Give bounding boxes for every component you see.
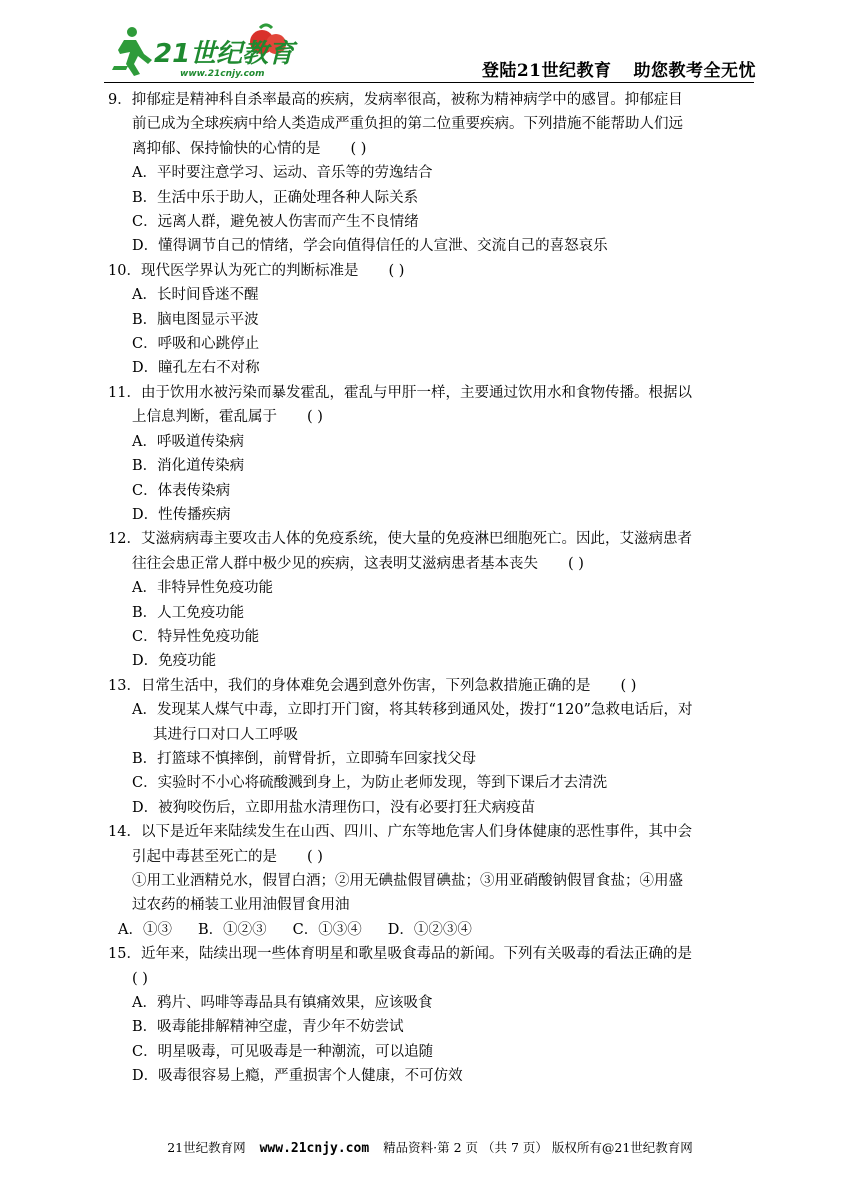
answer-parenthesis: ( )	[388, 262, 405, 279]
question-list	[108, 88, 758, 1089]
option: C．远离人群，避免被人伤害而产生不良情绪	[132, 214, 419, 231]
site-logo	[110, 20, 310, 82]
answer-parenthesis: ( )	[307, 848, 323, 865]
question-stem-line	[108, 674, 758, 698]
slogan-right: 助您教考全无忧	[633, 61, 756, 81]
answer-parenthesis: ( )	[620, 677, 637, 694]
question-stem-text: 引起中毒甚至死亡的是	[132, 848, 277, 865]
option: C．体表传染病	[132, 482, 231, 499]
question-stem-text: 上信息判断，霍乱属于	[132, 409, 277, 426]
question-stem-text: 由于饮用水被污染而暴发霍乱，霍乱与甲肝一样，主要通过饮用水和食物传播。根据以	[140, 384, 692, 401]
option: B．打篮球不慎摔倒，前臂骨折，立即骑车回家找父母	[132, 750, 477, 767]
question-stem-text: 日常生活中，我们的身体难免会遇到意外伤害，下列急救措施正确的是	[140, 677, 591, 694]
option: C．实验时不小心将硫酸溅到身上，为防止老师发现，等到下课后才去清洗	[132, 775, 608, 792]
question-item	[108, 527, 758, 673]
option: C．呼吸和心跳停止	[132, 336, 260, 353]
option: D．瞳孔左右不对称	[132, 360, 260, 377]
question-stem-line	[108, 527, 758, 551]
question-item	[108, 381, 758, 527]
question-number: 12．	[108, 531, 141, 548]
page-footer	[0, 1138, 860, 1156]
footer-site: 21世纪教育网	[167, 1140, 246, 1155]
option: C．明星吸毒，可见吸毒是一种潮流，可以追随	[132, 1043, 434, 1060]
question-stem-line	[108, 405, 758, 429]
question-stem-text: 艾滋病病毒主要攻击人体的免疫系统，使大量的免疫淋巴细胞死亡。因此，艾滋病患者	[140, 531, 692, 548]
header-rule	[104, 82, 754, 83]
footer-page-info: 精品资料·第 2 页 （共 7 页） 版权所有@21世纪教育网	[383, 1140, 693, 1155]
question-stem-text: 往往会患正常人群中极少见的疾病，这表明艾滋病患者基本丧失	[132, 555, 538, 572]
question-extra-line: ①用工业酒精兑水，假冒白酒；②用无碘盐假冒碘盐；③用亚硝酸钠假冒食盐；④用盛	[132, 873, 683, 889]
option: A．非特异性免疫功能	[132, 580, 273, 597]
option: A．呼吸道传染病	[132, 433, 244, 450]
option: A．平时要注意学习、运动、音乐等的劳逸结合	[132, 165, 433, 182]
question-item	[108, 820, 758, 942]
logo-url: www.21cnjy.com	[180, 69, 265, 79]
option	[108, 698, 758, 747]
question-extra-line: 过农药的桶装工业用油假冒食用油	[132, 897, 350, 914]
option: A．①③	[118, 921, 172, 938]
question-item	[108, 259, 758, 381]
footer-url: www.21cnjy.com	[259, 1141, 370, 1156]
option: D．被狗咬伤后，立即用盐水清理伤口，没有必要打狂犬病疫苗	[132, 799, 536, 816]
option: D．免疫功能	[132, 653, 217, 670]
header-slogan	[482, 56, 756, 81]
question-stem-text: 以下是近年来陆续发生在山西、四川、广东等地危害人们身体健康的恶性事件，其中会	[140, 824, 692, 841]
question-stem-line	[108, 112, 758, 136]
question-stem-text: 现代医学界认为死亡的判断标准是	[140, 262, 359, 279]
question-number: 14．	[108, 824, 141, 841]
option: B．生活中乐于助人，正确处理各种人际关系	[132, 189, 419, 206]
option: B．消化道传染病	[132, 458, 245, 475]
question-number: 9．	[108, 92, 132, 108]
question-number: 10．	[108, 262, 141, 279]
option: D．性传播疾病	[132, 506, 231, 523]
option-text: A．发现某人煤气中毒，立即打开门窗，将其转移到通风处，拨打“120”急救电话后，对	[132, 702, 693, 719]
running-figure-icon	[112, 27, 152, 76]
question-number: 13．	[108, 677, 141, 694]
logo-text: 21世纪教育	[154, 39, 295, 69]
answer-parenthesis: ( )	[350, 140, 367, 157]
option: B．人工免疫功能	[132, 604, 245, 621]
option: D．吸毒很容易上瘾，严重损害个人健康，不可仿效	[132, 1068, 463, 1085]
question-stem-line	[108, 552, 758, 576]
option: B．脑电图显示平波	[132, 311, 259, 328]
question-stem-text: 近年来，陆续出现一些体育明星和歌星吸食毒品的新闻。下列有关吸毒的看法正确的是	[140, 946, 692, 963]
question-stem-line	[108, 942, 758, 966]
inline-options	[108, 918, 758, 942]
option: C．①③④	[292, 921, 362, 938]
question-number: 15．	[108, 946, 141, 963]
answer-parenthesis: ( )	[132, 970, 148, 987]
answer-parenthesis: ( )	[307, 409, 323, 426]
question-item	[108, 674, 758, 820]
question-stem-line	[108, 88, 758, 112]
question-stem-text: 抑郁症是精神科自杀率最高的疾病，发病率很高，被称为精神病学中的感冒。抑郁症目	[131, 92, 683, 108]
option: D．①②③④	[387, 921, 472, 938]
option: A．长时间昏迷不醒	[132, 287, 259, 304]
slogan-left: 登陆21世纪教育	[481, 61, 612, 81]
option-text-continued: 其进行口对口人工呼吸	[153, 726, 298, 743]
answer-parenthesis: ( )	[568, 555, 584, 572]
question-stem-line	[108, 137, 758, 161]
question-number: 11．	[108, 384, 141, 401]
question-stem-text: 前已成为全球疾病中给人类造成严重负担的第二位重要疾病。下列措施不能帮助人们远	[132, 116, 683, 133]
option: D．懂得调节自己的情绪，学会向值得信任的人宣泄、交流自己的喜怒哀乐	[132, 238, 608, 255]
question-item	[108, 88, 758, 259]
question-stem-text: 离抑郁、保持愉快的心情的是	[132, 140, 321, 157]
option: B．①②③	[197, 921, 267, 938]
page-header	[0, 0, 860, 84]
option: B．吸毒能排解精神空虚，青少年不妨尝试	[132, 1019, 404, 1036]
question-stem-line	[108, 259, 758, 283]
question-stem-line	[108, 845, 758, 869]
option: A．鸦片、吗啡等毒品具有镇痛效果，应该吸食	[132, 995, 433, 1012]
question-stem-line	[108, 820, 758, 844]
question-stem-line	[108, 381, 758, 405]
option: C．特异性免疫功能	[132, 628, 260, 645]
question-item	[108, 942, 758, 1088]
